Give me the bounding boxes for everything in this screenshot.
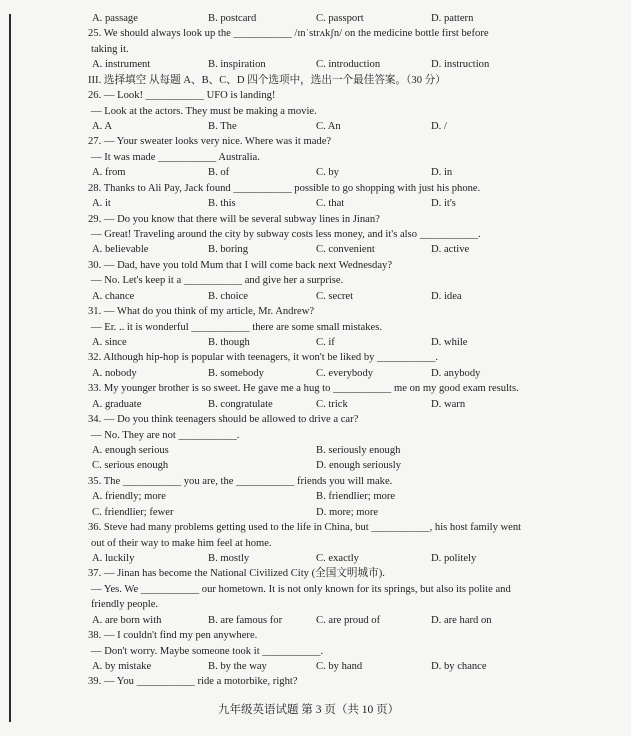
option-text: C. trick (316, 398, 348, 410)
line-text: 33. My younger brother is so sweet. He gave me a hug to ___________ me on my good exam results. (88, 383, 519, 395)
option-text: C. by hand (316, 661, 363, 673)
question-line (0, 350, 631, 366)
option-row (0, 366, 631, 382)
option-row (0, 57, 631, 73)
line-text: 32. Although hip-hop is popular with teenagers, it won't be liked by ___________. (88, 352, 438, 364)
option-text: A. friendly; more (92, 491, 166, 503)
option-row (0, 165, 631, 181)
question-line (0, 26, 631, 42)
option-text: B. though (208, 337, 250, 349)
option-row (0, 397, 631, 413)
option-row (0, 335, 631, 351)
option-text: A. since (92, 337, 127, 349)
option-text: D. pattern (431, 13, 474, 24)
option-text: C. if (316, 337, 335, 349)
option-text: A. enough serious (92, 445, 169, 457)
option-text: D. enough seriously (316, 460, 402, 472)
option-text: C. that (316, 198, 345, 210)
option-text: D. more; more (316, 506, 379, 518)
question-line (0, 582, 631, 598)
option-text: A. are born with (92, 614, 162, 626)
line-text: — Don't worry. Maybe someone took it ___________. (91, 645, 324, 657)
line-text: 36. Steve had many problems getting used to the life in China, but ___________, his host family went (88, 522, 522, 534)
question-line (0, 88, 631, 104)
line-text: III. 选择填空 从每题 A、B、C、D 四个选项中，选出一个最佳答案。（30 分） (88, 74, 446, 86)
line-text: friendly people. (91, 599, 159, 611)
option-text: A. by mistake (92, 661, 152, 673)
option-text: D. while (431, 337, 468, 349)
option-text: B. choice (208, 290, 249, 302)
line-text: — No. They are not ___________. (91, 429, 240, 441)
line-text: 26. — Look! ___________ UFO is landing! (88, 90, 276, 102)
option-text: C. by (316, 167, 339, 179)
option-text: A. graduate (92, 398, 142, 410)
option-text: C. introduction (316, 59, 381, 71)
option-row (0, 443, 631, 459)
question-line (0, 181, 631, 197)
option-text: B. postcard (208, 13, 257, 24)
question-line (0, 381, 631, 397)
line-text: — Look at the actors. They must be making a movie. (91, 105, 317, 117)
line-text: 34. — Do you think teenagers should be allowed to drive a car? (88, 414, 359, 426)
option-text: A. believable (92, 244, 149, 256)
line-text: — Great! Traveling around the city by subway costs less money, and it's also ___________. (91, 229, 481, 241)
question-line (0, 73, 631, 89)
question-line (0, 536, 631, 552)
line-text: 25. We should always look up the ___________ /ɪnˈstrʌkʃn/ on the medicine bottle first before (88, 28, 489, 40)
option-row (0, 489, 631, 505)
question-line (0, 134, 631, 150)
option-row (0, 551, 631, 567)
option-text: B. friendlier; more (316, 491, 396, 503)
question-line (0, 628, 631, 644)
question-line (0, 304, 631, 320)
option-text: B. mostly (208, 553, 250, 565)
question-line (0, 227, 631, 243)
line-text: 37. — Jinan has become the National Civilized City (全国文明城市). (88, 568, 385, 580)
option-text: B. by the way (208, 661, 267, 673)
option-text: D. by chance (431, 661, 487, 673)
option-row (0, 289, 631, 305)
option-text: C. passport (316, 13, 364, 24)
option-text: B. The (208, 121, 237, 132)
line-text: 35. The ___________ you are, the ___________ friends you will make. (88, 475, 393, 487)
question-line (0, 644, 631, 660)
option-text: A. chance (92, 290, 135, 302)
option-row (0, 458, 631, 474)
line-text: taking it. (91, 43, 129, 55)
option-text: A. instrument (92, 59, 151, 71)
question-line (0, 597, 631, 613)
line-text: out of their way to make him feel at home. (91, 537, 272, 549)
page-footer (0, 703, 631, 719)
question-line (0, 520, 631, 536)
option-row (0, 242, 631, 258)
option-row (0, 505, 631, 521)
line-text: 38. — I couldn't find my pen anywhere. (88, 630, 258, 642)
question-line (0, 42, 631, 58)
option-text: C. exactly (316, 553, 359, 565)
line-text: 30. — Dad, have you told Mum that I will come back next Wednesday? (88, 259, 393, 271)
question-line (0, 273, 631, 289)
option-text: A. nobody (92, 367, 137, 379)
option-text: A. it (92, 198, 111, 210)
question-line (0, 212, 631, 228)
line-text: 27. — Your sweater looks very nice. Where was it made? (88, 136, 332, 148)
option-text: C. everybody (316, 367, 374, 379)
option-row (0, 11, 631, 27)
option-row (0, 119, 631, 135)
option-text: D. idea (431, 290, 462, 302)
footer-text: 九年级英语试题 第 3 页（共 10 页） (218, 704, 400, 716)
question-line (0, 150, 631, 166)
question-line (0, 104, 631, 120)
option-text: B. congratulate (208, 398, 273, 410)
option-row (0, 659, 631, 675)
option-text: D. in (431, 167, 453, 179)
option-text: D. it's (431, 198, 456, 210)
question-line (0, 412, 631, 428)
option-text: C. convenient (316, 244, 375, 256)
line-text: 29. — Do you know that there will be several subway lines in Jinan? (88, 213, 380, 225)
option-text: C. are proud of (316, 614, 381, 626)
option-text: D. active (431, 244, 470, 256)
question-line (0, 674, 631, 690)
option-text: D. anybody (431, 367, 481, 379)
option-text: A. A (92, 121, 113, 132)
question-line (0, 566, 631, 582)
option-text: B. are famous for (208, 614, 283, 626)
option-text: D. warn (431, 398, 466, 410)
option-text: A. from (92, 167, 126, 179)
option-text: D. are hard on (431, 614, 492, 626)
line-text: 28. Thanks to Ali Pay, Jack found ___________ possible to go shopping with just his phone. (88, 182, 481, 194)
line-text: — Yes. We ___________ our hometown. It is not only known for its springs, but also its polite and (91, 583, 511, 595)
option-text: D. instruction (431, 59, 490, 71)
line-text: — No. Let's keep it a ___________ and give her a surprise. (91, 275, 344, 287)
option-row (0, 613, 631, 629)
option-text: A. luckily (92, 553, 135, 565)
option-text: A. passage (92, 13, 138, 24)
option-text: B. inspiration (208, 59, 266, 71)
option-text: B. seriously enough (316, 445, 401, 457)
option-text: D. politely (431, 553, 477, 565)
line-text: 39. — You ___________ ride a motorbike, right? (88, 676, 298, 688)
question-line (0, 258, 631, 274)
question-line (0, 428, 631, 444)
option-text: C. serious enough (92, 460, 169, 472)
option-text: B. this (208, 198, 236, 210)
line-text: — It was made ___________ Australia. (91, 151, 260, 163)
option-row (0, 196, 631, 212)
option-text: C. secret (316, 290, 354, 302)
option-text: C. friendlier; fewer (92, 506, 174, 518)
option-text: B. boring (208, 244, 249, 256)
line-text: — Er. .. it is wonderful ___________ there are some small mistakes. (91, 321, 382, 333)
question-line (0, 474, 631, 490)
line-text: 31. — What do you think of my article, Mr. Andrew? (88, 306, 315, 318)
option-text: B. somebody (208, 367, 264, 379)
option-text: C. An (316, 121, 341, 132)
question-line (0, 320, 631, 336)
option-text: B. of (208, 167, 230, 179)
option-text: D. / (431, 121, 447, 132)
